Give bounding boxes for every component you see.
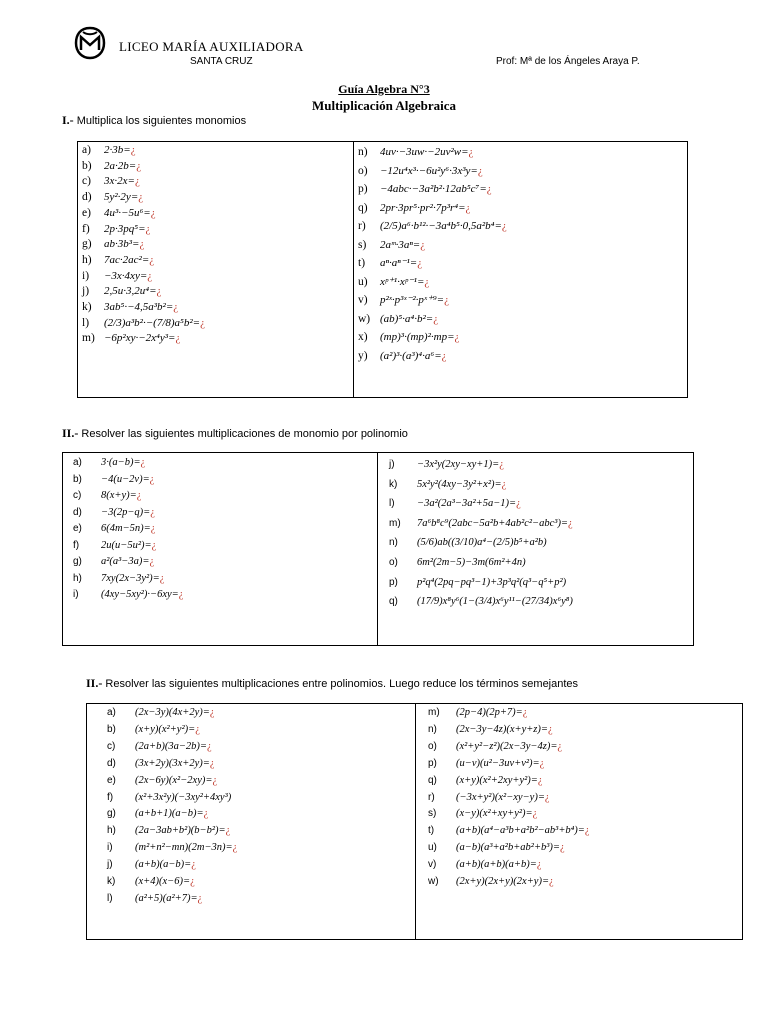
exercise-expression: (a+b)(a+b)(a+b)=¿ (456, 859, 542, 871)
exercise-expression: (2p−4)(2p+7)=¿ (456, 707, 528, 718)
exercise-item (379, 533, 573, 553)
exercise-item (358, 310, 507, 329)
exercise-expression: (2a+b)(3a−2b)=¿ (135, 740, 212, 752)
section3-heading (86, 676, 578, 691)
section3-instruction: Resolver las siguientes multiplicaciones entre polinomios. Luego reduce los términos semejantes (105, 678, 579, 690)
exercise-expression: 8(x+y)=¿ (101, 490, 142, 501)
exercise-label: q) (428, 774, 437, 786)
exercise-item (418, 790, 590, 807)
exercise-item (358, 236, 507, 255)
exercise-label: o) (389, 556, 398, 568)
exercise-expression: (x²+3x²y)(−3xy²+4xy³) (135, 791, 232, 803)
exercise-item (97, 773, 237, 790)
school-name: LICEO MARÍA AUXILIADORA (119, 39, 304, 54)
exercise-item (63, 571, 183, 588)
exercise-item (82, 269, 205, 285)
exercise-label: b) (107, 723, 116, 735)
exercise-label: f) (82, 222, 90, 235)
exercise-label: g) (82, 238, 92, 251)
exercise-expression: 2u(u−5u²)=¿ (101, 539, 157, 551)
exercise-label: c) (73, 490, 82, 501)
exercise-label: j) (82, 285, 90, 298)
exercise-expression: −4abc·−3a²b²·12ab⁵c⁷=¿ (380, 183, 492, 195)
exercise-item (358, 254, 507, 273)
exercise-item (82, 300, 205, 316)
school-city: SANTA CRUZ (190, 56, 253, 67)
exercise-label: b) (73, 473, 82, 485)
section2-left-column (63, 455, 183, 604)
exercise-item (358, 217, 507, 236)
exercise-label: r) (358, 220, 366, 232)
exercise-label: e) (82, 206, 91, 219)
exercise-label: y) (358, 349, 368, 362)
exercise-item (418, 773, 590, 790)
exercise-item (358, 143, 507, 162)
exercise-item (97, 722, 237, 739)
exercise-item (379, 553, 573, 573)
section3-number: II.- (86, 676, 103, 690)
exercise-item (82, 237, 205, 253)
exercise-item (82, 253, 205, 269)
exercise-label: e) (73, 523, 82, 534)
exercise-item (63, 472, 183, 489)
exercise-label: g) (107, 808, 116, 820)
exercise-expression: 2a·2b=¿ (104, 159, 142, 172)
exercise-expression: 3x·2x=¿ (104, 175, 140, 188)
exercise-item (358, 180, 507, 199)
exercise-item (418, 739, 590, 756)
section2-right-column (379, 455, 573, 612)
exercise-item (358, 162, 507, 181)
exercise-item (82, 143, 205, 159)
exercise-expression: −12u⁴x³·−6u²y⁶·3x³y=¿ (380, 164, 483, 177)
exercise-item (97, 823, 237, 840)
exercise-expression: a²(a³−3a)=¿ (101, 556, 155, 567)
exercise-label: b) (82, 159, 92, 172)
exercise-item (379, 592, 573, 612)
exercise-expression: −3x²y(2xy−xy+1)=¿ (417, 459, 504, 470)
exercise-item (97, 874, 237, 891)
exercise-expression: (4xy−5xy²)·−6xy=¿ (101, 589, 184, 600)
exercise-expression: 7ac·2ac²=¿ (104, 253, 155, 266)
exercise-expression: (ab)⁵·a⁴·b²=¿ (380, 312, 439, 325)
exercise-expression: (a²)³·(a³)⁴·a⁶=¿ (380, 349, 447, 362)
exercise-label: o) (358, 164, 368, 177)
exercise-label: h) (73, 572, 82, 584)
exercise-item (63, 505, 183, 522)
exercise-expression: 5y²·2y=¿ (104, 191, 144, 204)
exercise-item (379, 494, 573, 514)
exercise-item (97, 840, 237, 857)
exercise-label: f) (73, 539, 80, 551)
exercise-label: p) (428, 757, 437, 769)
guide-subtitle: Multiplicación Algebraica (311, 98, 457, 113)
section1-right-column (358, 143, 507, 365)
section3-right-column (418, 705, 590, 891)
exercise-item (63, 455, 183, 472)
section2-instruction: Resolver las siguientes multiplicaciones de monomio por polinomio (81, 428, 408, 440)
exercise-expression: p²ˣ·p³ˣ⁻²·pˣ⁺⁹=¿ (380, 294, 449, 306)
exercise-item (358, 273, 507, 292)
exercise-expression: 4uv·−3uw·−2uv²w=¿ (380, 146, 474, 158)
exercise-expression: (a+b)(a⁴−a³b+a²b²−ab³+b⁴)=¿ (456, 825, 590, 837)
exercise-label: a) (73, 457, 82, 468)
exercise-label: p) (389, 576, 398, 588)
exercise-expression: (2/5)a⁶·b¹²·−3a⁴b⁵·0,5a²b⁴=¿ (380, 220, 507, 232)
exercise-expression: (x+y)(x²+y²)=¿ (135, 723, 200, 735)
exercise-expression: ab·3b³=¿ (104, 238, 145, 251)
exercise-item (82, 159, 205, 175)
exercise-label: n) (428, 723, 437, 735)
section3-left-column (97, 705, 237, 908)
exercise-item (82, 284, 205, 300)
exercise-item (358, 291, 507, 310)
exercise-label: o) (428, 740, 437, 752)
exercise-item (418, 823, 590, 840)
exercise-item (358, 347, 507, 366)
exercise-label: w) (428, 876, 439, 888)
exercise-label: m) (428, 707, 440, 718)
exercise-label: m) (389, 517, 401, 529)
exercise-item (82, 190, 205, 206)
exercise-item (97, 705, 237, 722)
guide-title: Guía Algebra N°3 (338, 82, 430, 96)
section3-box (86, 703, 743, 940)
exercise-label: h) (82, 253, 92, 266)
section3-divider (415, 704, 416, 939)
exercise-label: e) (107, 774, 116, 786)
exercise-expression: (a−b)(a³+a²b+ab²+b³)=¿ (456, 842, 565, 854)
exercise-label: u) (428, 842, 437, 854)
section1-left-column (82, 143, 205, 347)
section2-box (62, 452, 694, 646)
exercise-expression: 2pr·3pr⁵·pr²·7p³r⁴=¿ (380, 201, 471, 214)
exercise-label: p) (358, 183, 368, 195)
exercise-label: j) (389, 459, 395, 470)
exercise-item (82, 331, 205, 347)
exercise-label: v) (358, 294, 368, 306)
school-logo (74, 26, 106, 60)
exercise-item (63, 538, 183, 555)
exercise-label: i) (73, 589, 79, 600)
exercise-label: g) (73, 556, 82, 567)
exercise-label: c) (82, 175, 91, 188)
exercise-expression: (2x−6y)(x²−2xy)=¿ (135, 774, 218, 786)
exercise-item (379, 455, 573, 475)
exercise-expression: −3(2p−q)=¿ (101, 506, 155, 518)
section1-divider (353, 142, 354, 397)
exercise-expression: (mp)³·(mp)²·mp=¿ (380, 331, 460, 343)
exercise-expression: (a+b)(a−b)=¿ (135, 859, 196, 871)
exercise-expression: 7xy(2x−3y²)=¿ (101, 572, 165, 584)
exercise-item (379, 475, 573, 495)
exercise-item (418, 722, 590, 739)
exercise-item (418, 705, 590, 722)
exercise-item (82, 206, 205, 222)
exercise-label: h) (107, 825, 116, 837)
exercise-label: l) (107, 892, 113, 904)
exercise-expression: aⁿ·aⁿ⁻¹=¿ (380, 257, 423, 269)
exercise-item (82, 174, 205, 190)
exercise-expression: 4u³·−5u⁶=¿ (104, 206, 156, 219)
exercise-expression: (17/9)x⁸y⁶(1−(3/4)x⁶y¹¹−(27/34)x⁶y⁸) (417, 596, 573, 608)
exercise-label: k) (389, 478, 398, 490)
exercise-item (358, 199, 507, 218)
exercise-label: q) (358, 201, 368, 214)
exercise-label: w) (358, 312, 371, 325)
exercise-label: k) (82, 301, 92, 314)
section1-number: I.- (62, 113, 74, 127)
exercise-item (82, 316, 205, 332)
exercise-expression: (−3x+y²)(x²−xy−y)=¿ (456, 791, 550, 803)
exercise-label: n) (389, 537, 398, 549)
exercise-item (97, 806, 237, 823)
exercise-expression: (2/3)a³b²·−(7/8)a⁵b²=¿ (104, 316, 205, 329)
exercise-label: j) (107, 859, 113, 871)
section1-box (77, 141, 688, 398)
exercise-expression: 3·(a−b)=¿ (101, 457, 146, 468)
exercise-label: x) (358, 331, 368, 343)
exercise-label: v) (428, 859, 437, 871)
exercise-label: d) (82, 191, 92, 204)
exercise-expression: (2x−3y−4z)(x+y+z)=¿ (456, 723, 553, 735)
exercise-label: d) (73, 506, 82, 518)
exercise-item (97, 891, 237, 908)
exercise-expression: (a²+5)(a²+7)=¿ (135, 892, 203, 904)
exercise-expression: 3ab⁵·−4,5a³b²=¿ (104, 301, 179, 314)
exercise-label: m) (82, 332, 95, 345)
exercise-expression: 2,5u·3,2u⁴=¿ (104, 285, 162, 298)
exercise-item (82, 222, 205, 238)
exercise-label: l) (82, 316, 90, 329)
section1-heading (62, 113, 246, 128)
exercise-expression: 2aᵐ·3aⁿ=¿ (380, 238, 426, 251)
exercise-expression: 5x²y²(4xy−3y²+x²)=¿ (417, 478, 507, 490)
section2-divider (377, 453, 378, 645)
exercise-label: n) (358, 146, 368, 158)
exercise-label: f) (107, 791, 114, 803)
exercise-expression: 2p·3pq⁵=¿ (104, 222, 151, 235)
exercise-item (97, 739, 237, 756)
section2-heading (62, 426, 408, 441)
exercise-expression: (a+b+1)(a−b)=¿ (135, 808, 209, 820)
exercise-label: s) (358, 238, 367, 251)
exercise-label: d) (107, 757, 116, 769)
exercise-expression: −4(u−2v)=¿ (101, 473, 155, 485)
exercise-expression: (2x+y)(2x+y)(2x+y)=¿ (456, 876, 554, 888)
exercise-item (358, 328, 507, 347)
exercise-expression: −3x·4xy=¿ (104, 269, 153, 282)
exercise-item (418, 840, 590, 857)
exercise-label: c) (107, 740, 116, 752)
exercise-expression: (x²+y²−z²)(2x−3y−4z)=¿ (456, 740, 563, 752)
exercise-item (97, 857, 237, 874)
exercise-expression: (x−y)(x²+xy+y²)=¿ (456, 808, 538, 820)
exercise-item (97, 756, 237, 773)
exercise-item (63, 521, 183, 538)
exercise-expression: (3x+2y)(3x+2y)=¿ (135, 757, 215, 769)
exercise-expression: (x+4)(x−6)=¿ (135, 876, 195, 888)
exercise-expression: (5/6)ab((3/10)a⁴−(2/5)b⁵+a²b) (417, 537, 547, 549)
exercise-label: s) (428, 808, 437, 820)
exercise-expression: (2a−3ab+b²)(b−b²)=¿ (135, 825, 231, 837)
exercise-label: l) (389, 498, 395, 510)
exercise-expression: 6(4m−5n)=¿ (101, 523, 156, 534)
exercise-expression: 6m²(2m−5)−3m(6m²+4n) (417, 556, 526, 568)
exercise-expression: (2x−3y)(4x+2y)=¿ (135, 707, 215, 718)
exercise-label: t) (358, 257, 366, 269)
exercise-expression: −6p²xy·−2x⁴y³=¿ (104, 332, 181, 345)
exercise-expression: −3a²(2a³−3a²+5a−1)=¿ (417, 498, 521, 510)
exercise-label: u) (358, 275, 368, 288)
exercise-expression: xᵖ⁺¹·xᵖ⁻¹=¿ (380, 275, 430, 288)
exercise-item (418, 857, 590, 874)
exercise-label: a) (82, 144, 91, 156)
exercise-label: i) (82, 269, 90, 282)
exercise-label: k) (107, 876, 116, 888)
teacher-name: Prof: Mª de los Ángeles Araya P. (496, 56, 640, 67)
exercise-label: t) (428, 825, 435, 837)
exercise-item (63, 587, 183, 604)
exercise-item (63, 554, 183, 571)
exercise-expression: (x+y)(x²+2xy+y²)=¿ (456, 774, 543, 786)
exercise-label: i) (107, 842, 113, 854)
section1-instruction: Multiplica los siguientes monomios (76, 115, 247, 127)
exercise-item (97, 790, 237, 807)
exercise-label: q) (389, 596, 398, 608)
exercise-item (418, 756, 590, 773)
exercise-label: a) (107, 707, 116, 718)
exercise-expression: 7a⁶b⁸c⁹(2abc−5a²b+4ab²c²−abc³)=¿ (417, 517, 573, 529)
exercise-item (379, 573, 573, 593)
exercise-expression: p²q⁴(2pq−pq³−1)+3p³q²(q³−q⁵+p²) (417, 576, 567, 588)
exercise-item (418, 806, 590, 823)
exercise-expression: (u−v)(u²−3uv+v²)=¿ (456, 757, 545, 769)
exercise-item (63, 488, 183, 505)
exercise-item (379, 514, 573, 534)
exercise-expression: 2·3b=¿ (104, 144, 136, 156)
section2-number: II.- (62, 426, 79, 440)
exercise-expression: (m²+n²−mn)(2m−3n)=¿ (135, 842, 238, 854)
exercise-item (418, 874, 590, 891)
exercise-label: r) (428, 791, 435, 803)
